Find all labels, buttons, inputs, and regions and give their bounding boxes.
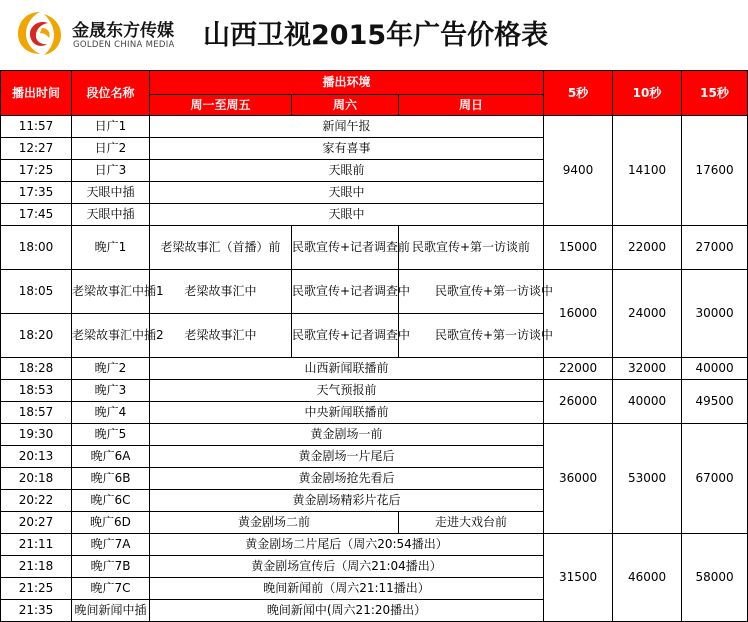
time-cell: 21:35 [1,600,72,622]
slot-cell: 晚广3 [72,380,150,402]
env-cell: 黄金剧场一片尾后 [150,446,544,468]
price-15s-cell: 27000 [682,226,748,270]
time-cell: 18:28 [1,358,72,380]
price-10s-cell: 22000 [613,226,682,270]
table-row [1,424,748,446]
env-cell: 晚间新闻前（周六21:11播出） [150,578,544,600]
col-header-15s: 15秒 [682,71,748,116]
header-row [1,71,748,95]
table-row [1,534,748,556]
price-5s-cell: 9400 [544,116,613,226]
slot-cell: 晚广5 [72,424,150,446]
sunday-env-cell: 民歌宣传+第一访谈前 [399,226,544,270]
price-5s-cell: 26000 [544,380,613,424]
time-cell: 12:27 [1,138,72,160]
time-cell: 18:20 [1,314,72,358]
price-10s-cell: 14100 [613,116,682,226]
sunday-env-cell: 民歌宣传+第一访谈中 [399,314,544,358]
env-cell: 天眼中 [150,204,544,226]
weekday-env-cell: 老梁故事汇中 [150,270,292,314]
time-cell: 18:05 [1,270,72,314]
env-cell: 天气预报前 [150,380,544,402]
env-cell: 中央新闻联播前 [150,402,544,424]
price-15s-cell: 58000 [682,534,748,622]
slot-cell: 晚广6A [72,446,150,468]
slot-cell: 晚广7C [72,578,150,600]
price-10s-cell: 46000 [613,534,682,622]
time-cell: 18:53 [1,380,72,402]
golden-china-media-logo-icon [14,8,66,58]
slot-cell: 老梁故事汇中插2 [72,314,150,358]
slot-cell: 晚广7A [72,534,150,556]
time-cell: 20:13 [1,446,72,468]
price-5s-cell: 15000 [544,226,613,270]
weekday-env-cell: 老梁故事汇（首播）前 [150,226,292,270]
slot-cell: 晚广6D [72,512,150,534]
price-15s-cell: 17600 [682,116,748,226]
saturday-env-cell: 民歌宣传+记者调查中 [292,270,399,314]
col-header-saturday: 周六 [292,95,399,116]
env-cell: 山西新闻联播前 [150,358,544,380]
price-15s-cell: 30000 [682,270,748,358]
price-table [0,70,748,622]
env-cell: 天眼中 [150,182,544,204]
slot-cell: 晚广4 [72,402,150,424]
time-cell: 21:25 [1,578,72,600]
price-5s-cell: 16000 [544,270,613,358]
weekday-env-cell: 老梁故事汇中 [150,314,292,358]
env-cell: 家有喜事 [150,138,544,160]
slot-cell: 日广3 [72,160,150,182]
env-cell: 黄金剧场宣传后（周六21:04播出） [150,556,544,578]
price-15s-cell: 40000 [682,358,748,380]
table-row [1,116,748,138]
brand-name: 金晟东方传媒 [72,21,174,41]
table-row [1,226,748,270]
env-cell: 天眼前 [150,160,544,182]
slot-cell: 晚间新闻中插 [72,600,150,622]
col-header-5s: 5秒 [544,71,613,116]
col-header-time: 播出时间 [1,71,72,116]
time-cell: 20:27 [1,512,72,534]
time-cell: 20:18 [1,468,72,490]
env-cell: 黄金剧场抢先看后 [150,468,544,490]
time-cell: 18:00 [1,226,72,270]
time-cell: 17:45 [1,204,72,226]
time-cell: 17:25 [1,160,72,182]
saturday-env-cell: 民歌宣传+记者调查中 [292,314,399,358]
time-cell: 21:18 [1,556,72,578]
table-row [1,380,748,402]
env-cell: 黄金剧场二片尾后（周六20:54播出） [150,534,544,556]
slot-cell: 天眼中插 [72,204,150,226]
env-cell: 晚间新闻中(周六21:20播出） [150,600,544,622]
col-header-env: 播出环境 [150,71,544,95]
col-header-slot: 段位名称 [72,71,150,116]
price-5s-cell: 31500 [544,534,613,622]
time-cell: 19:30 [1,424,72,446]
time-cell: 17:35 [1,182,72,204]
price-5s-cell: 22000 [544,358,613,380]
weekday-saturday-env-cell: 黄金剧场二前 [150,512,399,534]
slot-cell: 晚广7B [72,556,150,578]
price-10s-cell: 40000 [613,380,682,424]
table-row [1,270,748,314]
time-cell: 11:57 [1,116,72,138]
col-header-weekday: 周一至周五 [150,95,292,116]
brand-name-english: GOLDEN CHINA MEDIA [73,40,175,50]
price-10s-cell: 53000 [613,424,682,534]
slot-cell: 日广1 [72,116,150,138]
price-15s-cell: 67000 [682,424,748,534]
env-cell: 新闻午报 [150,116,544,138]
slot-cell: 晚广6B [72,468,150,490]
sunday-env-cell: 走进大戏台前 [399,512,544,534]
time-cell: 20:22 [1,490,72,512]
price-10s-cell: 24000 [613,270,682,358]
time-cell: 21:11 [1,534,72,556]
price-5s-cell: 36000 [544,424,613,534]
price-10s-cell: 32000 [613,358,682,380]
price-15s-cell: 49500 [682,380,748,424]
slot-cell: 晚广2 [72,358,150,380]
saturday-env-cell: 民歌宣传+记者调查前 [292,226,399,270]
env-cell: 黄金剧场一前 [150,424,544,446]
page-title: 山西卫视2015年广告价格表 [203,20,549,51]
sunday-env-cell: 民歌宣传+第一访谈中 [399,270,544,314]
page-header [0,0,747,66]
col-header-10s: 10秒 [613,71,682,116]
col-header-sunday: 周日 [399,95,544,116]
time-cell: 18:57 [1,402,72,424]
slot-cell: 晚广6C [72,490,150,512]
env-cell: 黄金剧场精彩片花后 [150,490,544,512]
slot-cell: 晚广1 [72,226,150,270]
slot-cell: 天眼中插 [72,182,150,204]
slot-cell: 老梁故事汇中插1 [72,270,150,314]
table-row [1,358,748,380]
slot-cell: 日广2 [72,138,150,160]
